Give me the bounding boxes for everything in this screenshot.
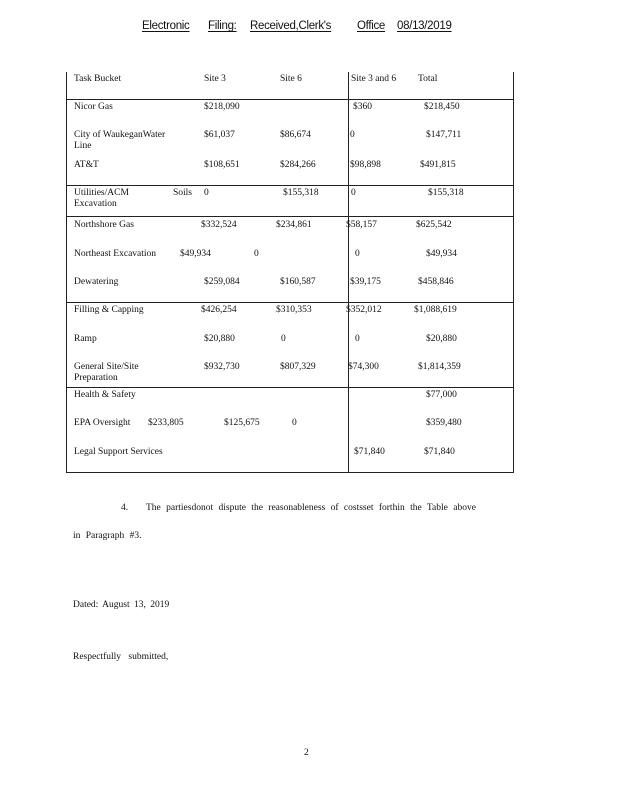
cell-total: $218,450: [424, 102, 460, 112]
dated-line: Dated: August 13, 2019: [73, 600, 170, 610]
cell-task: Legal Support Services: [74, 447, 163, 457]
cell-site3: $61,037: [204, 130, 235, 140]
cell-site36: 0: [292, 418, 297, 428]
cell-task: City of WaukeganWater Line: [74, 130, 166, 151]
cell-site3: $20,880: [204, 334, 235, 344]
cell-total: $147,711: [426, 130, 462, 140]
cell-site36: $71,840: [354, 447, 385, 457]
cell-site36: 0: [355, 249, 360, 259]
cell-task: EPA Oversight: [74, 418, 131, 428]
cell-site6: 0: [254, 249, 259, 259]
cell-task: Dewatering: [74, 277, 119, 287]
table-border-right: [513, 72, 514, 473]
cell-site36: 0: [351, 188, 356, 198]
table-row-rule: [66, 216, 513, 217]
col-header-site6: Site 6: [280, 74, 302, 84]
table-border-bottom: [66, 472, 513, 473]
cell-total: $155,318: [428, 188, 464, 198]
header-date: 08/13/2019: [397, 20, 452, 32]
cell-site36: $360: [353, 102, 372, 112]
table-col-divider: [348, 72, 349, 473]
paragraph-text-line1: The partiesdonot dispute the reasonableness of costsset forthin the Table above: [146, 503, 476, 513]
cell-task: Filling & Capping: [74, 305, 144, 315]
paragraph-text-line2: in Paragraph #3.: [73, 531, 142, 541]
header-office: Office: [357, 20, 386, 32]
cell-site3: 0: [204, 188, 209, 198]
cell-site6: $86,674: [280, 130, 311, 140]
cell-site36: $58,157: [346, 220, 377, 230]
cell-site6: $310,353: [276, 305, 312, 315]
cell-site3: $218,090: [204, 102, 240, 112]
cell-site6: $234,861: [276, 220, 312, 230]
cell-site3: $932,730: [204, 362, 240, 372]
col-header-site3: Site 3: [204, 74, 226, 84]
cell-total: $20,880: [426, 334, 457, 344]
table-row-rule: [66, 99, 513, 100]
col-header-total: Total: [418, 74, 438, 84]
closing-line: Respectfully submitted,: [73, 652, 169, 662]
cell-site6: $155,318: [283, 188, 319, 198]
cell-site6: $125,675: [224, 418, 260, 428]
table-row-rule: [66, 387, 513, 388]
cell-site36: $352,012: [346, 305, 382, 315]
cell-task: Northshore Gas: [74, 220, 134, 230]
header-filing: Filing:: [208, 20, 237, 32]
cell-total: $77,000: [426, 390, 457, 400]
cell-task: General Site/Site Preparation: [74, 362, 139, 383]
cell-site6: $807,329: [280, 362, 316, 372]
header-received: Received,Clerk's: [250, 20, 332, 32]
cell-task: Health & Safety: [74, 390, 136, 400]
cell-total: $458,846: [418, 277, 454, 287]
cell-site36: 0: [350, 130, 355, 140]
cell-site3: $332,524: [201, 220, 237, 230]
cell-site3: $259,084: [204, 277, 240, 287]
col-header-task: Task Bucket: [74, 74, 122, 84]
cell-site36: 0: [355, 334, 360, 344]
cell-site6: $160,587: [280, 277, 316, 287]
table-row-rule: [66, 185, 513, 186]
paragraph-number: 4.: [121, 503, 129, 513]
cell-total: $491,815: [420, 160, 456, 170]
cell-site36: $98,898: [350, 160, 381, 170]
cell-total: $49,934: [426, 249, 457, 259]
cell-site3: $233,805: [148, 418, 184, 428]
cell-task: Utilities/ACM Soils Excavation: [74, 188, 192, 209]
cell-site3: $49,934: [180, 249, 211, 259]
page-number: 2: [304, 748, 309, 758]
cell-task: Northeast Excavation: [74, 249, 157, 259]
cell-site6: $284,266: [280, 160, 316, 170]
cell-site6: 0: [281, 334, 286, 344]
cell-task: Ramp: [74, 334, 97, 344]
cell-task: AT&T: [74, 160, 99, 170]
cell-site36: $74,300: [348, 362, 379, 372]
cell-site36: $39,175: [350, 277, 381, 287]
cell-total: $71,840: [424, 447, 455, 457]
cell-total: $1,088,619: [414, 305, 457, 315]
table-border-left: [66, 72, 67, 473]
cell-total: $625,542: [416, 220, 452, 230]
cell-total: $1,814,359: [418, 362, 461, 372]
cell-task: Nicor Gas: [74, 102, 113, 112]
header-electronic: Electronic: [142, 20, 190, 32]
cell-site3: $426,254: [201, 305, 237, 315]
cell-total: $359,480: [426, 418, 462, 428]
col-header-site36: Site 3 and 6: [351, 74, 397, 84]
cell-site3: $108,651: [204, 160, 240, 170]
table-row-rule: [66, 302, 513, 303]
